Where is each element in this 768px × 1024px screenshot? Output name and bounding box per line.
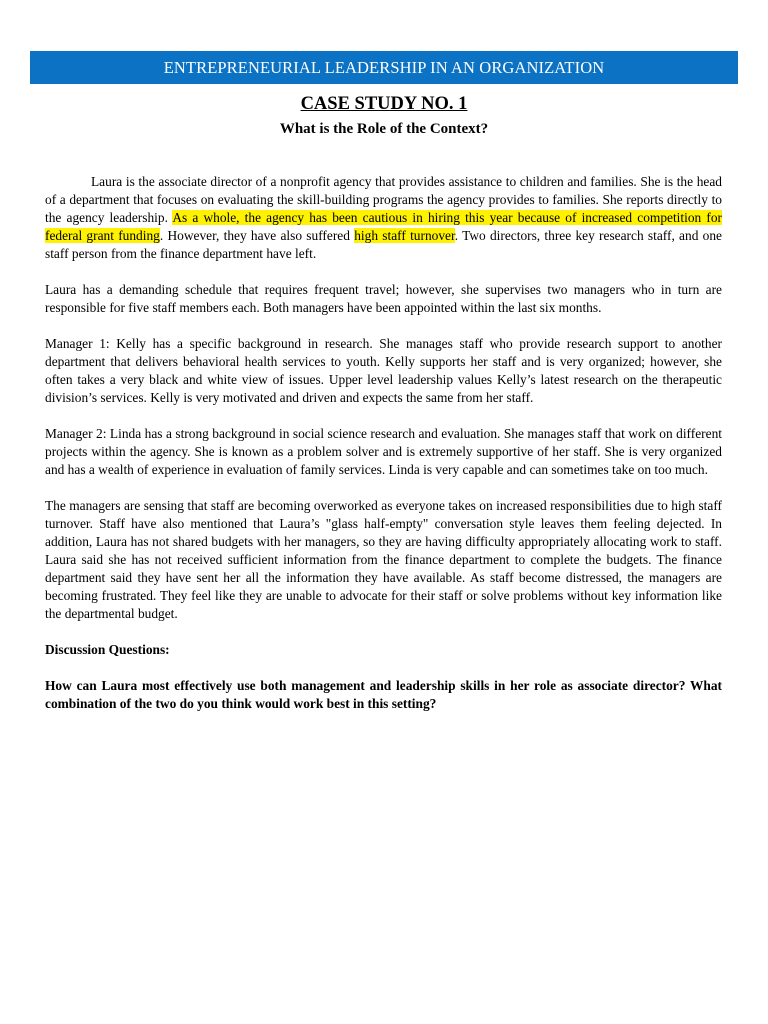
discussion-heading: Discussion Questions: xyxy=(45,642,170,657)
paragraph-situation: The managers are sensing that staff are becoming overworked as everyone takes on increased responsibilities due to high staff turnover. Staff have also mentioned that Laura’s "glass half-empty" conversation style leaves them feeling dejected. In addition, Laura has not shared budgets with her managers, so they are having difficulty appropriately allocating work to staff. Laura said she has not received sufficient information from the finance department to complete the budgets. The finance department said they have sent her all the information they have available. As staff become distressed, the managers are becoming frustrated. They feel like they are unable to advocate for their staff or solve problems without key information like the departmental budget. xyxy=(45,498,722,621)
case-study-subtitle: What is the Role of the Context? xyxy=(279,121,489,137)
document-body xyxy=(45,173,722,731)
intro-text-2: . However, they have also suffered xyxy=(159,228,355,243)
banner-title: ENTREPRENEURIAL LEADERSHIP IN AN ORGANIZATION xyxy=(163,57,605,77)
highlight-hiring: As a whole, the agency has been cautious in hiring this year because of increased competition for federal grant funding xyxy=(45,210,722,243)
paragraph-manager-2: Manager 2: Linda has a strong background in social science research and evaluation. She manages staff that work on different projects within the agency. She is known as a problem solver and is extremely supportive of her staff. She is very organized and has a wealth of experience in evaluation of family services. Linda is very capable and can sometimes take on too much. xyxy=(45,426,722,477)
paragraph-schedule: Laura has a demanding schedule that requires frequent travel; however, she supervises two managers who in turn are responsible for five staff members each. Both managers have been appointed within the last six months. xyxy=(45,282,722,315)
discussion-question: How can Laura most effectively use both management and leadership skills in her role as associate director? What combination of the two do you think would work best in this setting? xyxy=(45,678,722,711)
paragraph-intro xyxy=(45,173,722,263)
case-study-title: CASE STUDY NO. 1 xyxy=(300,94,468,114)
intro-text: Laura is the associate director of a nonprofit agency that provides assistance to children and families. She is the head of a department that focuses on evaluating the skill-building programs the agency provides to families. She reports directly to the agency leadership. xyxy=(45,174,722,225)
title-banner xyxy=(30,51,738,84)
highlight-turnover: high staff turnover xyxy=(354,228,455,243)
intro-text-3: . Two directors, three key research staff, and one staff person from the finance department have left. xyxy=(45,228,722,261)
paragraph-manager-1: Manager 1: Kelly has a specific background in research. She manages staff who provide research support to another department that delivers behavioral health services to youth. Kelly supports her staff and is very organized; however, she often takes a very black and white view of issues. Upper level leadership values Kelly’s latest research on the therapeutic division’s services. Kelly is very motivated and driven and expects the same from her staff. xyxy=(45,336,722,405)
